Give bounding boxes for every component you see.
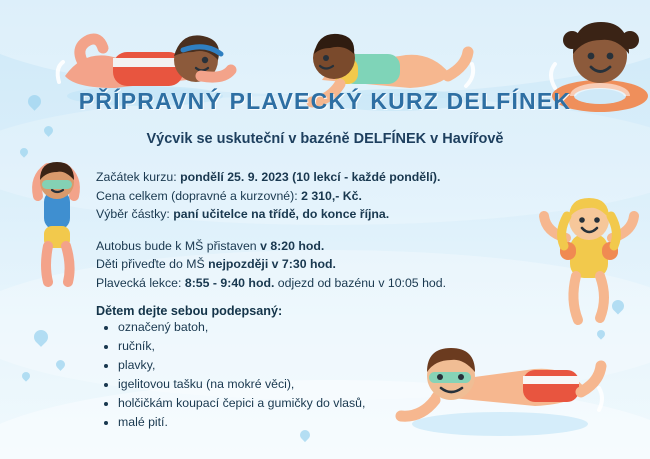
packing-list xyxy=(96,318,365,432)
info-line-label: Cena celkem (dopravné a kurzovné): xyxy=(96,188,302,203)
info-line-value: nejpozději v 7:30 hod. xyxy=(208,257,336,271)
list-item: • ručník, xyxy=(118,337,365,356)
info-line-bus xyxy=(96,237,526,256)
info-line-start-of-course xyxy=(96,168,526,187)
info-line-lesson xyxy=(96,274,526,293)
info-line-value: pondělí 25. 9. 2023 (10 lekcí - každé pondělí). xyxy=(180,170,441,184)
list-item: • igelitovou tašku (na mokré věci), xyxy=(118,375,365,394)
list-item: • malé pití. xyxy=(118,413,365,432)
page-title: PŘÍPRAVNÝ PLAVECKÝ KURZ DELFÍNEK xyxy=(78,88,572,114)
info-line-value: 2 310,- Kč. xyxy=(301,188,362,203)
poster-subtitle: Výcvik se uskuteční v bazéně DELFÍNEK v Havířově xyxy=(146,131,504,147)
info-line-value: 8:55 - 9:40 hod. xyxy=(184,275,275,290)
info-line-label: Začátek kurzu: xyxy=(96,170,181,184)
list-item: • holčičkám koupací čepici a gumičky do vlasů, xyxy=(118,394,365,413)
info-line-label: Plavecká lekce: xyxy=(96,275,185,290)
info-line-label: Autobus bude k MŠ přistaven xyxy=(96,238,261,253)
info-line-payment xyxy=(96,205,526,224)
info-line-value: paní učitelce na třídě, do konce října. xyxy=(173,207,390,221)
poster-body xyxy=(96,168,526,292)
info-line-label: Výběr částky: xyxy=(96,207,174,221)
info-line-label: Děti přiveďte do MŠ xyxy=(96,257,209,271)
list-item: • plavky, xyxy=(118,356,365,375)
info-line-arrival xyxy=(96,255,526,274)
info-line-total-price xyxy=(96,187,526,206)
info-line-value: v 8:20 hod. xyxy=(260,238,325,253)
list-item: • označený batoh, xyxy=(118,318,365,337)
info-line-tail: odjezd od bazénu v 10:05 hod. xyxy=(274,275,447,290)
packing-list-heading: Dětem dejte sebou podepsaný: xyxy=(96,304,283,318)
